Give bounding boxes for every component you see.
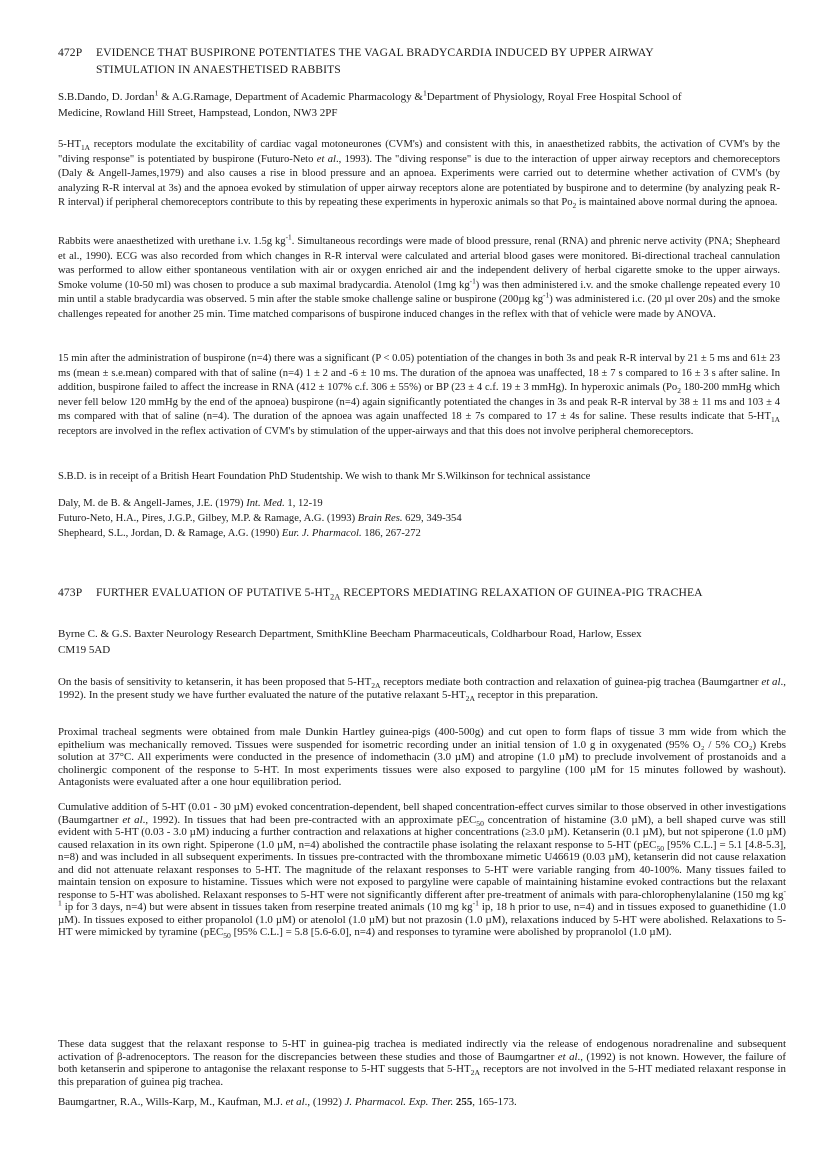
abstract-472p-acknowledgement: S.B.D. is in receipt of a British Heart Foundation PhD Studentship. We wish to thank Mr S.Wilkinson for technical assistance [58, 471, 591, 482]
abstract-473p-authors: Byrne C. & G.S. Baxter Neurology Research Department, SmithKline Beecham Pharmaceuticals, Coldharbour Road, Harlow, Essex CM19 5AD [58, 628, 642, 656]
abstract-472p-methods: Rabbits were anaesthetized with urethane i.v. 1.5g $kg^{-1}$. Simultaneous recordings were made of blood pressure, renal (RNA) and phrenic nerve activity (PNA; Shepheard et al., 1990). ECG was also recorded from which changes in R-R interval were calculated and arterial blood gases were monitored. Bi-directional tracheal cannulation was performed to allow either spontaneous ventilation with air or oxygen enriched air and the independent delivery of herbal cigarette smoke to the upper airways. Smoke volume (10-50 ml) was chosen to produce a sub maximal bradycardia. Atenolol (1mg $kg^{-1}$) was then administered i.v. and the smoke challenge repeated every 10 min until a stable bradycardia was observed. 5 min after the stable smoke challenge saline or buspirone (200µg $kg^{-1}$) was administered i.c. (20 µl over 20s) and the smoke challenges repeated for another 25 min. Time matched comparisons of buspirone induced changes in the reflex with that of vehicle were made by ANOVA. [58, 232, 781, 320]
reference: Daly, M. de B. & Angell-James, J.E. (1979) Int. Med. 1, 12-19 [58, 498, 323, 509]
abstract-472p-introduction: $5-HT_{1A}$ receptors modulate the excitability of cardiac vagal motoneurones (CVM's) and consistent with this, in anaesthetized rabbits, the activation of CVM's by the "diving response" is potentiated by buspirone (Futuro-Neto et al., 1993). The "diving response" is due to the interaction of upper airway receptors and chemoreceptors (Daly & Angell-James,1979) and also causes a rise in blood pressure and an apnoea. Experiments were carried out to determine whether activation of CVM's (by analyzing R-R interval at 3s) and the apnoea evoked by stimulation of upper airway receptors alone are potentiated by buspirone and to determine (by analyzing peak R-R interval) if peripheral chemoreceptors contribute to this by repeating these experiments in hyperoxic animals so that $Po_2$ is maintained above normal during the apnoea. [58, 139, 780, 211]
abstract-473p-paragraph-4: These data suggest that the relaxant response to 5-HT in guinea-pig trachea is mediated indirectly via the release of endogenous noradrenaline and subsequent activation of β-adrenoceptors. The reason for the discrepancies between these studies and those of Baumgartner et al., (1992) is not known. However, the failure of both ketanserin and spiperone to antagonise the relaxant response to 5-HT suggests that $5-HT_{2A}$ receptors are not involved in the 5-HT mediated relaxant response in this preparation of guinea pig trachea. [58, 1038, 786, 1088]
abstract-number: 472P [58, 46, 83, 59]
abstract-number: 473P [58, 586, 83, 599]
abstract-472p-results: 15 min after the administration of buspirone (n=4) there was a significant (P < 0.05) potentiation of the changes in both 3s and peak R-R interval by 21 ± 5 ms and 61± 23 ms (mean ± s.e.mean) compared with that of saline (n=4) 1 ± 2 and -6 ± 10 ms. The duration of the apnoea was unaffected, 18 ± 7 s compared to 16 ± 3 s after saline. In addition, buspirone failed to affect the increase in RNA (412 ± 107% c.f. 306 ± 55%) or BP (23 ± 4 c.f. 19 ± 3 mmHg). In hyperoxic animals ($Po_2$ 180-200 mmHg which never fell below 120 mmHg by the end of the apnoea) buspirone (n=4) again significantly potentiated the changes in 3s and peak R-R interval by 38 ± 11 ms and 103 ± 4 ms compared with that of saline (n=4). The duration of the apnoea was again unaffected 18 ± 7s compared to 17 ± 4s for saline. These results indicate that $5-HT_{1A}$ receptors are involved in the reflex activation of CVM's by stimulation of the upper-airways and that this does not involve peripheral chemoreceptors. [58, 353, 780, 437]
reference: Futuro-Neto, H.A., Pires, J.G.P., Gilbey, M.P. & Ramage, A.G. (1993) Brain Res. 629, 349-354 [58, 513, 462, 524]
abstract-473p-reference: Baumgartner, R.A., Wills-Karp, M., Kaufman, M.J. et al., (1992) J. Pharmacol. Exp. Ther. 255, 165-173. [58, 1096, 517, 1108]
abstract-472p-authors: S.B.Dando, D. Jordan$^1$ & A.G.Ramage, Department of Academic Pharmacology &$^1$Department of Physiology, Royal Free Hospital School of Medicine, Rowland Hill Street, Hampstead, London, NW3 2PF [58, 88, 682, 119]
abstract-473p-paragraph-3: Cumulative addition of 5-HT (0.01 - 30 µM) evoked concentration-dependent, bell shaped concentration-effect curves similar to those observed in other investigations (Baumgartner et al., 1992). In tissues that had been pre-contracted with an approximate pEC$_{50}$ concentration of histamine (3.0 µM), a bell shaped curve was still evident with 5-HT (0.03 - 3.0 µM) inducing a further contraction and relaxations at higher concentrations (≥3.0 µM). Ketanserin (0.1 µM), but not spiperone (1.0 µM) caused relaxation in its own right. Spiperone (1.0 µM, n=4) abolished the contractile phase isolating the relaxant response to 5-HT (pEC$_{50}$ [95% C.L.] = 5.1 [4.8-5.3], n=8) and was included in all subsequent experiments. In tissues pre-contracted with the thromboxane mimetic U46619 (0.03 µM), ketanserin did not cause relaxation and did not attenuate relaxant responses to 5-HT. The magnitude of the relaxant responses to 5-HT were variable ranging from 40-100%. Many tissues failed to maintain tension on exposure to histamine. Tissues which were not exposed to pargyline were capable of maintaining histamine evoked contractions but the relaxant response to 5-HT was abolished. Relaxant responses to 5-HT were not significantly different after pre-treatment of animals with para-chlorophenylalanine (150 mg $kg^{-1}$ ip for 3 days, n=4) but were absent in tissues taken from reserpine treated animals (10 mg $kg^{-1}$ ip, 18 h prior to use, n=4) and in tissues exposed to guanethidine (1.0 µM). In tissues exposed to either propanolol (1.0 µM) or atenolol (1.0 µM) but not prazosin (1.0 µM), relaxations induced by 5-HT were abolished. Relaxations to 5-HT were mimicked by tyramine (pEC$_{50}$ [95% C.L.] = 5.8 [5.6-6.0], n=4) and responses to tyramine were abolished by propranolol (1.0 µM). [58, 801, 786, 941]
title-line: STIMULATION IN ANAESTHETISED RABBITS [96, 63, 341, 76]
abstract-472p-title [58, 44, 778, 78]
abstract-473p-paragraph-2: Proximal tracheal segments were obtained from male Dunkin Hartley guinea-pigs (400-500g) and cut open to form flaps of tissue 3 mm wide from which the epithelium was mechanically removed. Tissues were suspended for isometric recording under an initial tension of 1.0 g in oxygenated (95% O₂ / 5% CO₂) Krebs solution at 37°C. All experiments were conducted in the presence of indomethacin (3.0 µM) and atropine (1.0 µM) to preclude involvement of prostanoids and a cholinergic component of the response to 5-HT. In most experiments tissues were also exposed to pargyline (100 µM for 15 minutes followed by washout). Antagonists were evaluated after a one hour equilibration period. [58, 726, 786, 788]
reference: Shepheard, S.L., Jordan, D. & Ramage, A.G. (1990) Eur. J. Pharmacol. 186, 267-272 [58, 528, 421, 539]
abstract-472p-references [58, 496, 780, 541]
abstract-473p-title: 473P FURTHER EVALUATION OF PUTATIVE $5-HT_{2A}$ RECEPTORS MEDIATING RELAXATION OF GUINEA-PIG TRACHEA [58, 586, 703, 602]
abstract-473p-paragraph-1: On the basis of sensitivity to ketanserin, it has been proposed that $5-HT_{2A}$ receptors mediate both contraction and relaxation of guinea-pig trachea (Baumgartner et al., 1992). In the present study we have further evaluated the nature of the putative relaxant $5-HT_{2A}$ receptor in this preparation. [58, 676, 786, 703]
title-line: EVIDENCE THAT BUSPIRONE POTENTIATES THE VAGAL BRADYCARDIA INDUCED BY UPPER AIRWAY [96, 46, 654, 59]
